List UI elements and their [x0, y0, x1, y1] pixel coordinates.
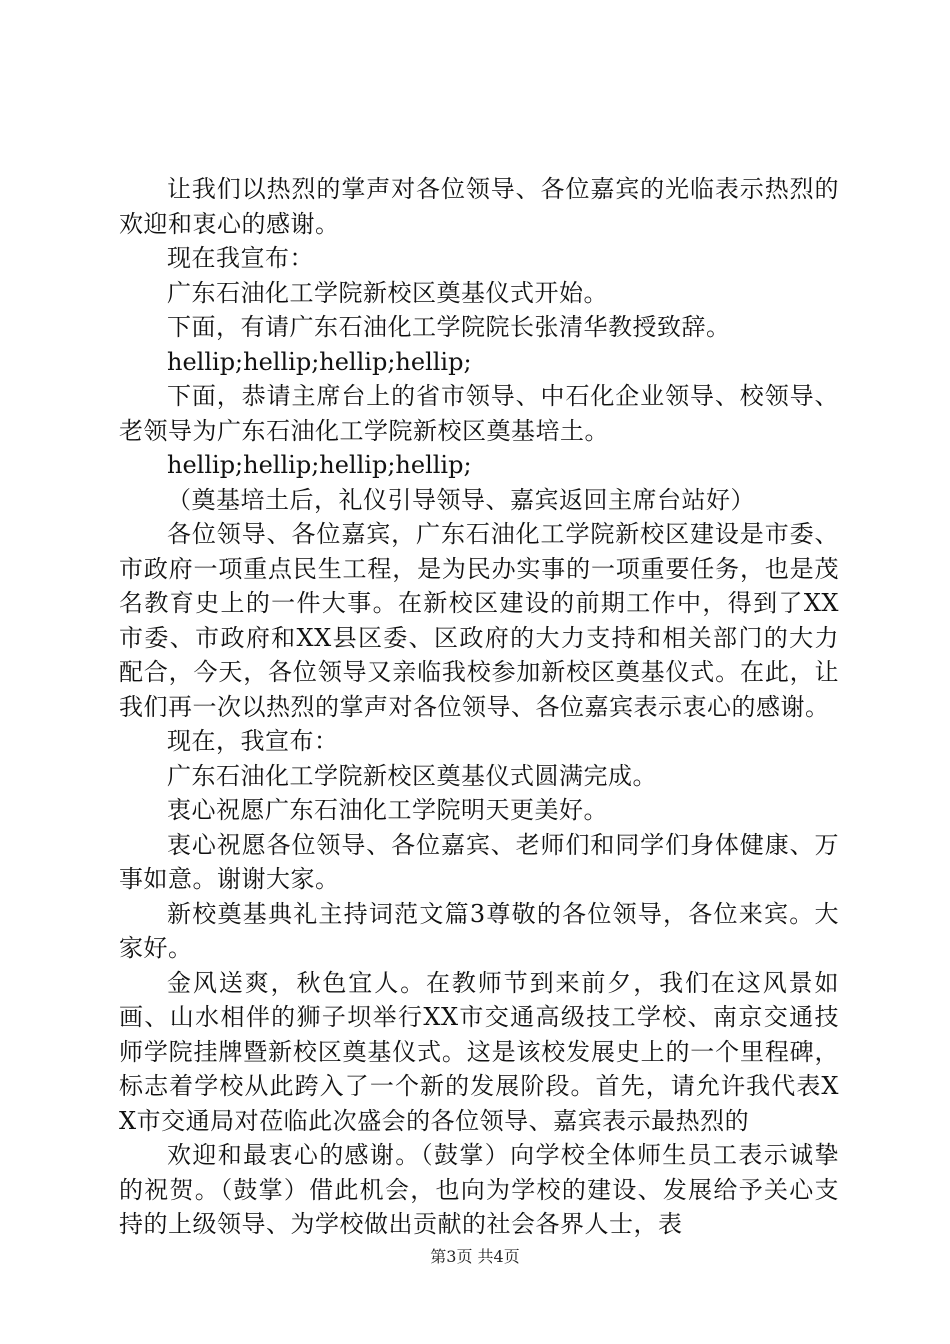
paragraph: 让我们以热烈的掌声对各位领导、各位嘉宾的光临表示热烈的欢迎和衷心的感谢。	[119, 175, 839, 238]
paragraph: 现在我宣布：	[167, 244, 314, 272]
paragraph: 各位领导、各位嘉宾，广东石油化工学院新校区建设是市委、市政府一项重点民生工程，是为民办实事的一项重要任务，也是茂名教育史上的一件大事。在新校区建设的前期工作中，得到了XX市委、市政府和XX县区委、区政府的大力支持和相关部门的大力配合，今天，各位领导又亲临我校参加新校区奠基仪式。在此，让我们再一次以热烈的掌声对各位领导、各位嘉宾表示衷心的感谢。	[119, 520, 839, 721]
paragraph: （奠基培土后，礼仪引导领导、嘉宾返回主席台站好）	[167, 485, 755, 514]
paragraph: 衷心祝愿广东石油化工学院明天更美好。	[167, 796, 608, 824]
paragraph-ellipsis: hellip;hellip;hellip;hellip;	[167, 347, 472, 376]
paragraph-ellipsis: hellip;hellip;hellip;hellip;	[167, 451, 472, 479]
paragraph: 衷心祝愿各位领导、各位嘉宾、老师们和同学们身体健康、万事如意。谢谢大家。	[119, 830, 839, 893]
paragraph: 金风送爽，秋色宜人。在教师节到来前夕，我们在这风景如画、山水相伴的狮子坝举行XX市交通高级技工学校、南京交通技师学院挂牌暨新校区奠基仪式。这是该校发展史上的一个里程碑，标志着学校从此跨入了一个新的发展阶段。首先，请允许我代表XX市交通局对莅临此次盛会的各位领导、嘉宾表示最热烈的	[119, 968, 839, 1135]
paragraph: 广东石油化工学院新校区奠基仪式开始。	[167, 278, 608, 307]
paragraph: 现在，我宣布：	[167, 727, 339, 755]
paragraph: 新校奠基典礼主持词范文篇3尊敬的各位领导，各位来宾。大家好。	[119, 899, 839, 962]
page-number-footer: 第3页 共4页	[430, 1247, 520, 1266]
paragraph: 下面，有请广东石油化工学院院长张清华教授致辞。	[167, 313, 731, 341]
document-body	[119, 172, 839, 1242]
paragraph: 欢迎和最衷心的感谢。（鼓掌）向学校全体师生员工表示诚挚的祝贺。（鼓掌）借此机会，也向为学校的建设、发展给予关心支持的上级领导、为学校做出贡献的社会各界人士，表	[119, 1141, 839, 1238]
paragraph: 下面，恭请主席台上的省市领导、中石化企业领导、校领导、老领导为广东石油化工学院新校区奠基培土。	[119, 382, 839, 445]
paragraph: 广东石油化工学院新校区奠基仪式圆满完成。	[167, 761, 657, 790]
